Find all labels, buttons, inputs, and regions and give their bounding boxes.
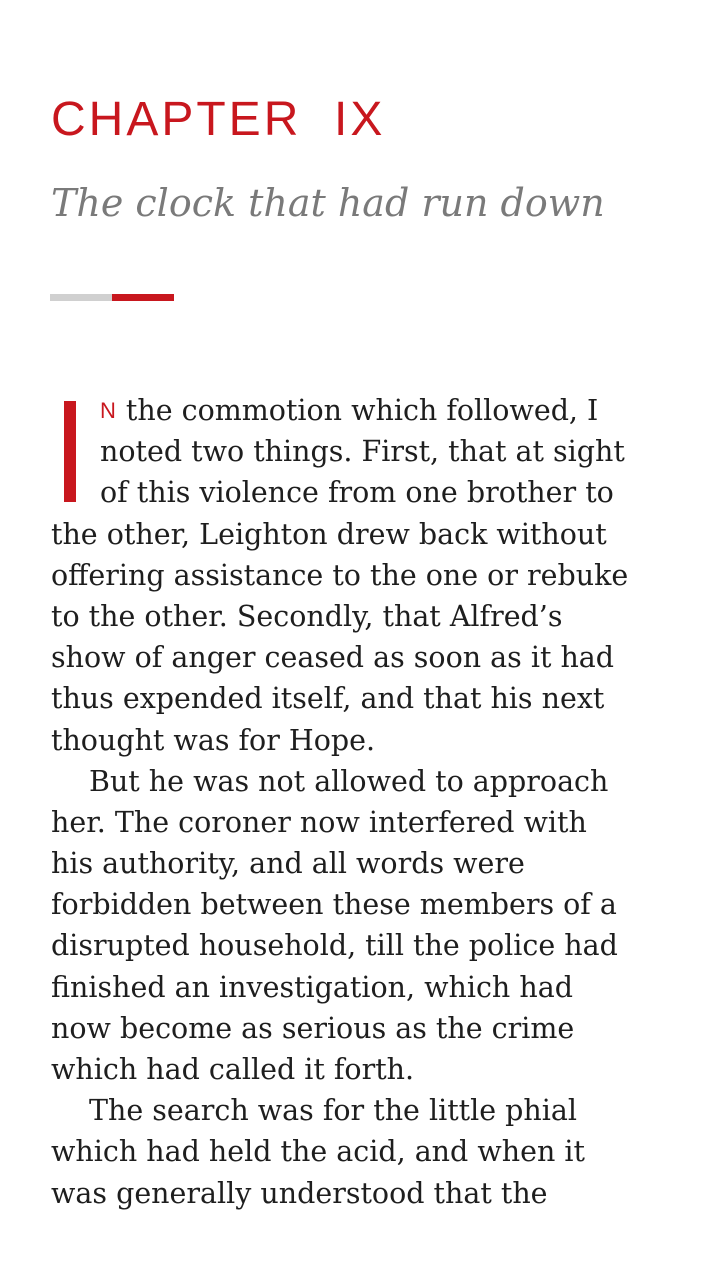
paragraph-3: [51, 1090, 651, 1214]
text-line: thus expended itself, and that his next: [51, 682, 605, 716]
text-line: finished an investigation, which had: [51, 970, 573, 1004]
paragraph-2: [51, 761, 651, 1091]
text-line: her. The coroner now interfered with: [51, 805, 587, 839]
chapter-divider: [50, 294, 174, 301]
text-line: which had held the acid, and when it: [51, 1135, 585, 1169]
text-line: N the commotion which followed, I: [100, 394, 599, 427]
text-line: forbidden between these members of a: [51, 888, 617, 922]
small-cap-letter: N: [100, 398, 116, 423]
divider-red-segment: [112, 294, 174, 301]
text-line: offering assistance to the one or rebuke: [51, 558, 629, 592]
text-line: to the other. Secondly, that Alfred’s: [51, 599, 563, 633]
text-line: disrupted household, till the police had: [51, 929, 618, 963]
text-line: the other, Leighton drew back without: [51, 517, 607, 551]
divider-gray-segment: [50, 294, 112, 301]
text-line: The search was for the little phial: [89, 1094, 577, 1128]
chapter-heading: CHAPTER IX: [51, 93, 386, 146]
text-line: of this violence from one brother to: [100, 476, 614, 510]
text-line: was generally understood that the: [51, 1176, 548, 1210]
chapter-body: [51, 390, 651, 1214]
text-line: which had called it forth.: [51, 1053, 415, 1086]
text-line: thought was for Hope.: [51, 723, 376, 757]
drop-cap-letter: [64, 401, 76, 502]
text-line: But he was not allowed to approach: [89, 764, 609, 798]
chapter-subtitle: The clock that had run down: [51, 181, 605, 225]
text-line: his authority, and all words were: [51, 847, 525, 881]
paragraph-1: [51, 390, 651, 761]
text-line: show of anger ceased as soon as it had: [51, 641, 615, 675]
text-line: noted two things. First, that at sight: [100, 435, 625, 469]
text-line: now become as serious as the crime: [51, 1011, 575, 1045]
